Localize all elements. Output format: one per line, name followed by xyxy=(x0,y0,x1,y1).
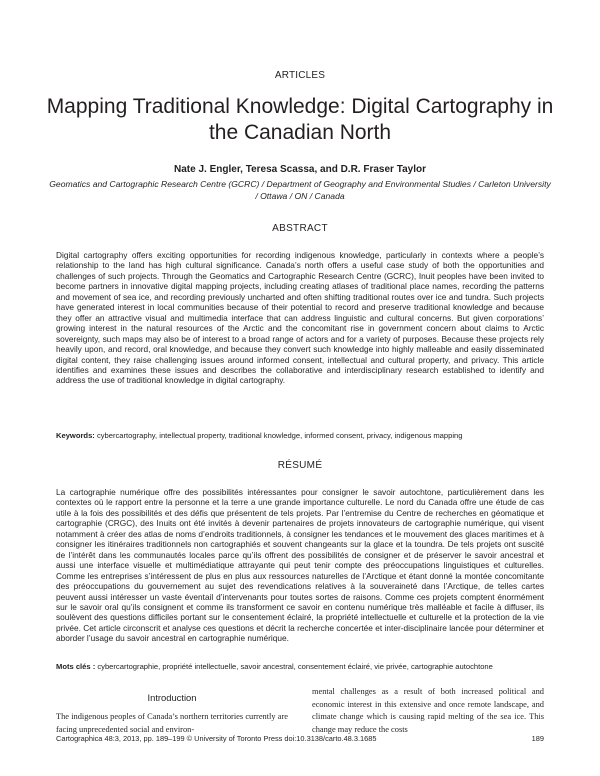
article-title: Mapping Traditional Knowledge: Digital Cartography in the Canadian North xyxy=(46,95,554,144)
keywords-label: Keywords: xyxy=(56,431,95,440)
left-column xyxy=(56,692,288,736)
section-label: ARTICLES xyxy=(274,70,326,81)
page-footer xyxy=(56,734,544,743)
introduction-text-left: The indigenous peoples of Canada’s northern territories currently are facing unprecedented social and environ- xyxy=(56,712,288,734)
introduction-heading: Introduction xyxy=(147,692,197,703)
abstract-keywords xyxy=(56,431,544,441)
mots-cles-list: cybercartographie, propriété intellectuelle, savoir ancestral, consentement éclairé, vie privée, cartographie autochtone xyxy=(95,662,493,671)
abstract-text: Digital cartography offers exciting opportunities for recording indigenous knowledge, particularly in contexts where a people’s relationship to the land has high cultural significance. Canada’s north offers a useful case study of both the opportunities and challenges of such projects. Through the Geomatics and Cartographic Research Centre (GCRC), Inuit peoples have been invited to become partners in innovative digital mapping projects, including creating atlases of traditional place names, recording the patterns and movement of sea ice, and recording previously uncharted and often shifting traditional routes over ice and tundra. Such projects have generated interest in local communities because of their potential to record and preserve traditional knowledge and because they offer an attractive visual and multimedia interface that can address linguistic and cultural concerns. But given corporations’ growing interest in the natural resources of the Arctic and the concomitant rise in government concern about claims to Arctic sovereignty, such maps may also be of interest to a broad range of actors and for a variety of purposes. Because these projects rely heavily upon, and record, oral knowledge, and because they convert such knowledge into highly malleable and easily disseminated digital content, they raise challenging issues around informed consent, intellectual and cultural property, and privacy. This article identifies and examines these issues and describes the collaborative and interdisciplinary research established to identify and address the use of traditional knowledge in digital cartography. xyxy=(56,250,544,386)
resume-keywords xyxy=(56,662,544,672)
right-column xyxy=(312,686,544,736)
mots-cles-label: Mots clés : xyxy=(56,662,96,671)
introduction-text-right: mental challenges as a result of both increased political and economic interest in this extensive and once remote landscape, and climate change which is causing rapid melting of the sea ice. This change may reduce the costs xyxy=(312,687,544,734)
abstract-heading: ABSTRACT xyxy=(272,223,328,234)
page-number: 189 xyxy=(531,734,544,743)
resume-heading: RÉSUMÉ xyxy=(277,460,323,471)
resume-text: La cartographie numérique offre des possibilités intéressantes pour consigner le savoir autochtone, particulièrement dans les contextes où le rapport entre la personne et la terre a une grande importance culturelle. Le nord du Canada offre une étude de cas utile à la fois des possibilités et des défis que présentent de tels projets. Par l’entremise du Centre de recherches en géomatique et cartographie (CRGC), des Inuits ont été invités à devenir partenaires de projets innovateurs de cartographie numérique, qui visent notamment à créer des atlas de noms d’endroits traditionnels, à consigner les tendances et le mouvement des glaces maritimes et à consigner les itinéraires traditionnels non cartographiés et souvent changeants sur la glace et la toundra. De tels projets ont suscité de l’intérêt dans les communautés locales parce qu’ils offrent des possibilités de consigner et de préserver le savoir ancestral et aussi une interface visuelle et multimédiatique attrayante qui peut tenir compte des préoccupations linguistiques et culturelles. Comme les entreprises s’intéressent de plus en plus aux ressources naturelles de l’Arctique et étant donné la montée concomitante des préoccupations du gouvernement au sujet des revendications relatives à la souveraineté dans l’Arctique, de telles cartes peuvent aussi intéresser un vaste éventail d’intervenants pour toutes sortes de raisons. Comme ces projets comptent énormément sur le savoir oral qu’ils consignent et comme ils transforment ce savoir en contenu numérique très malléable et facile à diffuser, ils soulèvent des questions difficiles portant sur le consentement éclairé, la propriété intellectuelle et culturelle et la protection de la vie privée. Cet article circonscrit et analyse ces questions et décrit la recherche concertée et inter-disciplinaire lancée pour déterminer et aborder l’usage du savoir ancestral en cartographie numérique. xyxy=(56,487,544,644)
footer-citation: Cartographica 48:3, 2013, pp. 189–199 © University of Toronto Press doi:10.3138/carto.48.3.1685 xyxy=(56,734,377,743)
keywords-list: cybercartography, intellectual property, traditional knowledge, informed consent, privacy, indigenous mapping xyxy=(94,431,463,440)
article-authors: Nate J. Engler, Teresa Scassa, and D.R. Fraser Taylor xyxy=(174,164,426,175)
author-affiliation: Geomatics and Cartographic Research Centre (GCRC) / Department of Geography and Environmental Studies / Carleton University / Ottawa / ON / Canada xyxy=(49,179,551,201)
